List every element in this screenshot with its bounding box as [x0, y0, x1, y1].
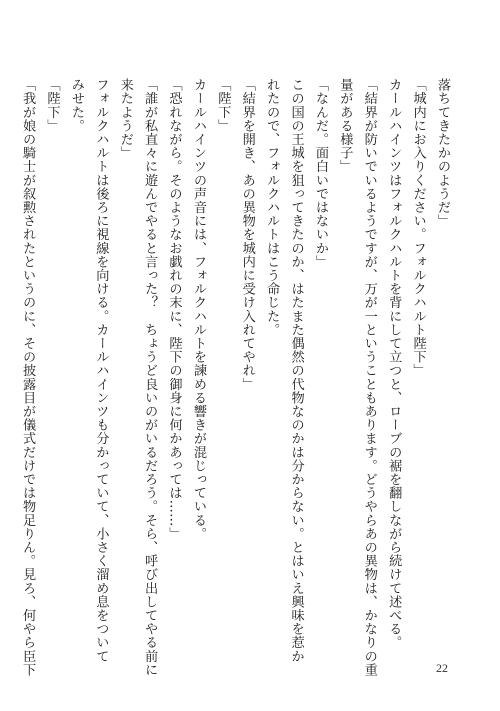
text-line-10: 「陛下」	[215, 78, 231, 133]
text-line-6: 「なんだ。面白いではないか」	[312, 78, 328, 269]
text-line-11: カールハインツの声音には、フォルクハルトを諫める響きが混じっている。	[190, 78, 206, 541]
text-line-12: 「恐れながら。そのようなお戯れの末に、陛下の御身に何かあっては……」	[166, 78, 182, 541]
text-line-1: 落ちてきたかのようだ」	[435, 78, 450, 228]
text-line-14: 来たようだ」	[117, 78, 133, 160]
text-line-18: 「我が娘の騎士が叙勲されたというのに、その披露目が儀式だけでは物足りん。見ろ、何やら臣下	[20, 78, 36, 677]
text-line-8: れたので、フォルクハルトはこう命じた。	[264, 78, 280, 337]
text-line-13: 「誰が私直々に遊んでやると言った？ ちょうど良いのがいるだろう。そら、呼び出してやる前に	[142, 78, 158, 677]
text-line-17: 「陛下」	[44, 78, 60, 133]
text-line-9: 「結界を開き、あの異物を城内に受け入れてやれ」	[239, 78, 255, 391]
page-number: 22	[436, 661, 448, 675]
text-line-16: みせた。	[68, 78, 84, 133]
text-line-3: カールハインツはフォルクハルトを背にして立つと、ローブの裾を翻しながら続けて述べる。	[386, 78, 402, 650]
text-line-4: 「結界が防いでいるようですが、万が一ということもあります。どうやらあの異物は、かなりの重	[361, 78, 377, 677]
text-line-7: この国の王城を狙ってきたのか、はたまた偶然の代物なのかは分からない。とはいえ興味を惹か	[288, 78, 304, 663]
text-line-15: フォルクハルトは後ろに視線を向ける。カールハインツも分かっていて、小さく溜め息をついて	[93, 78, 109, 663]
text-line-2: 「城内にお入りください。フォルクハルト陛下」	[410, 78, 426, 378]
text-line-5: 量がある様子」	[337, 78, 353, 174]
